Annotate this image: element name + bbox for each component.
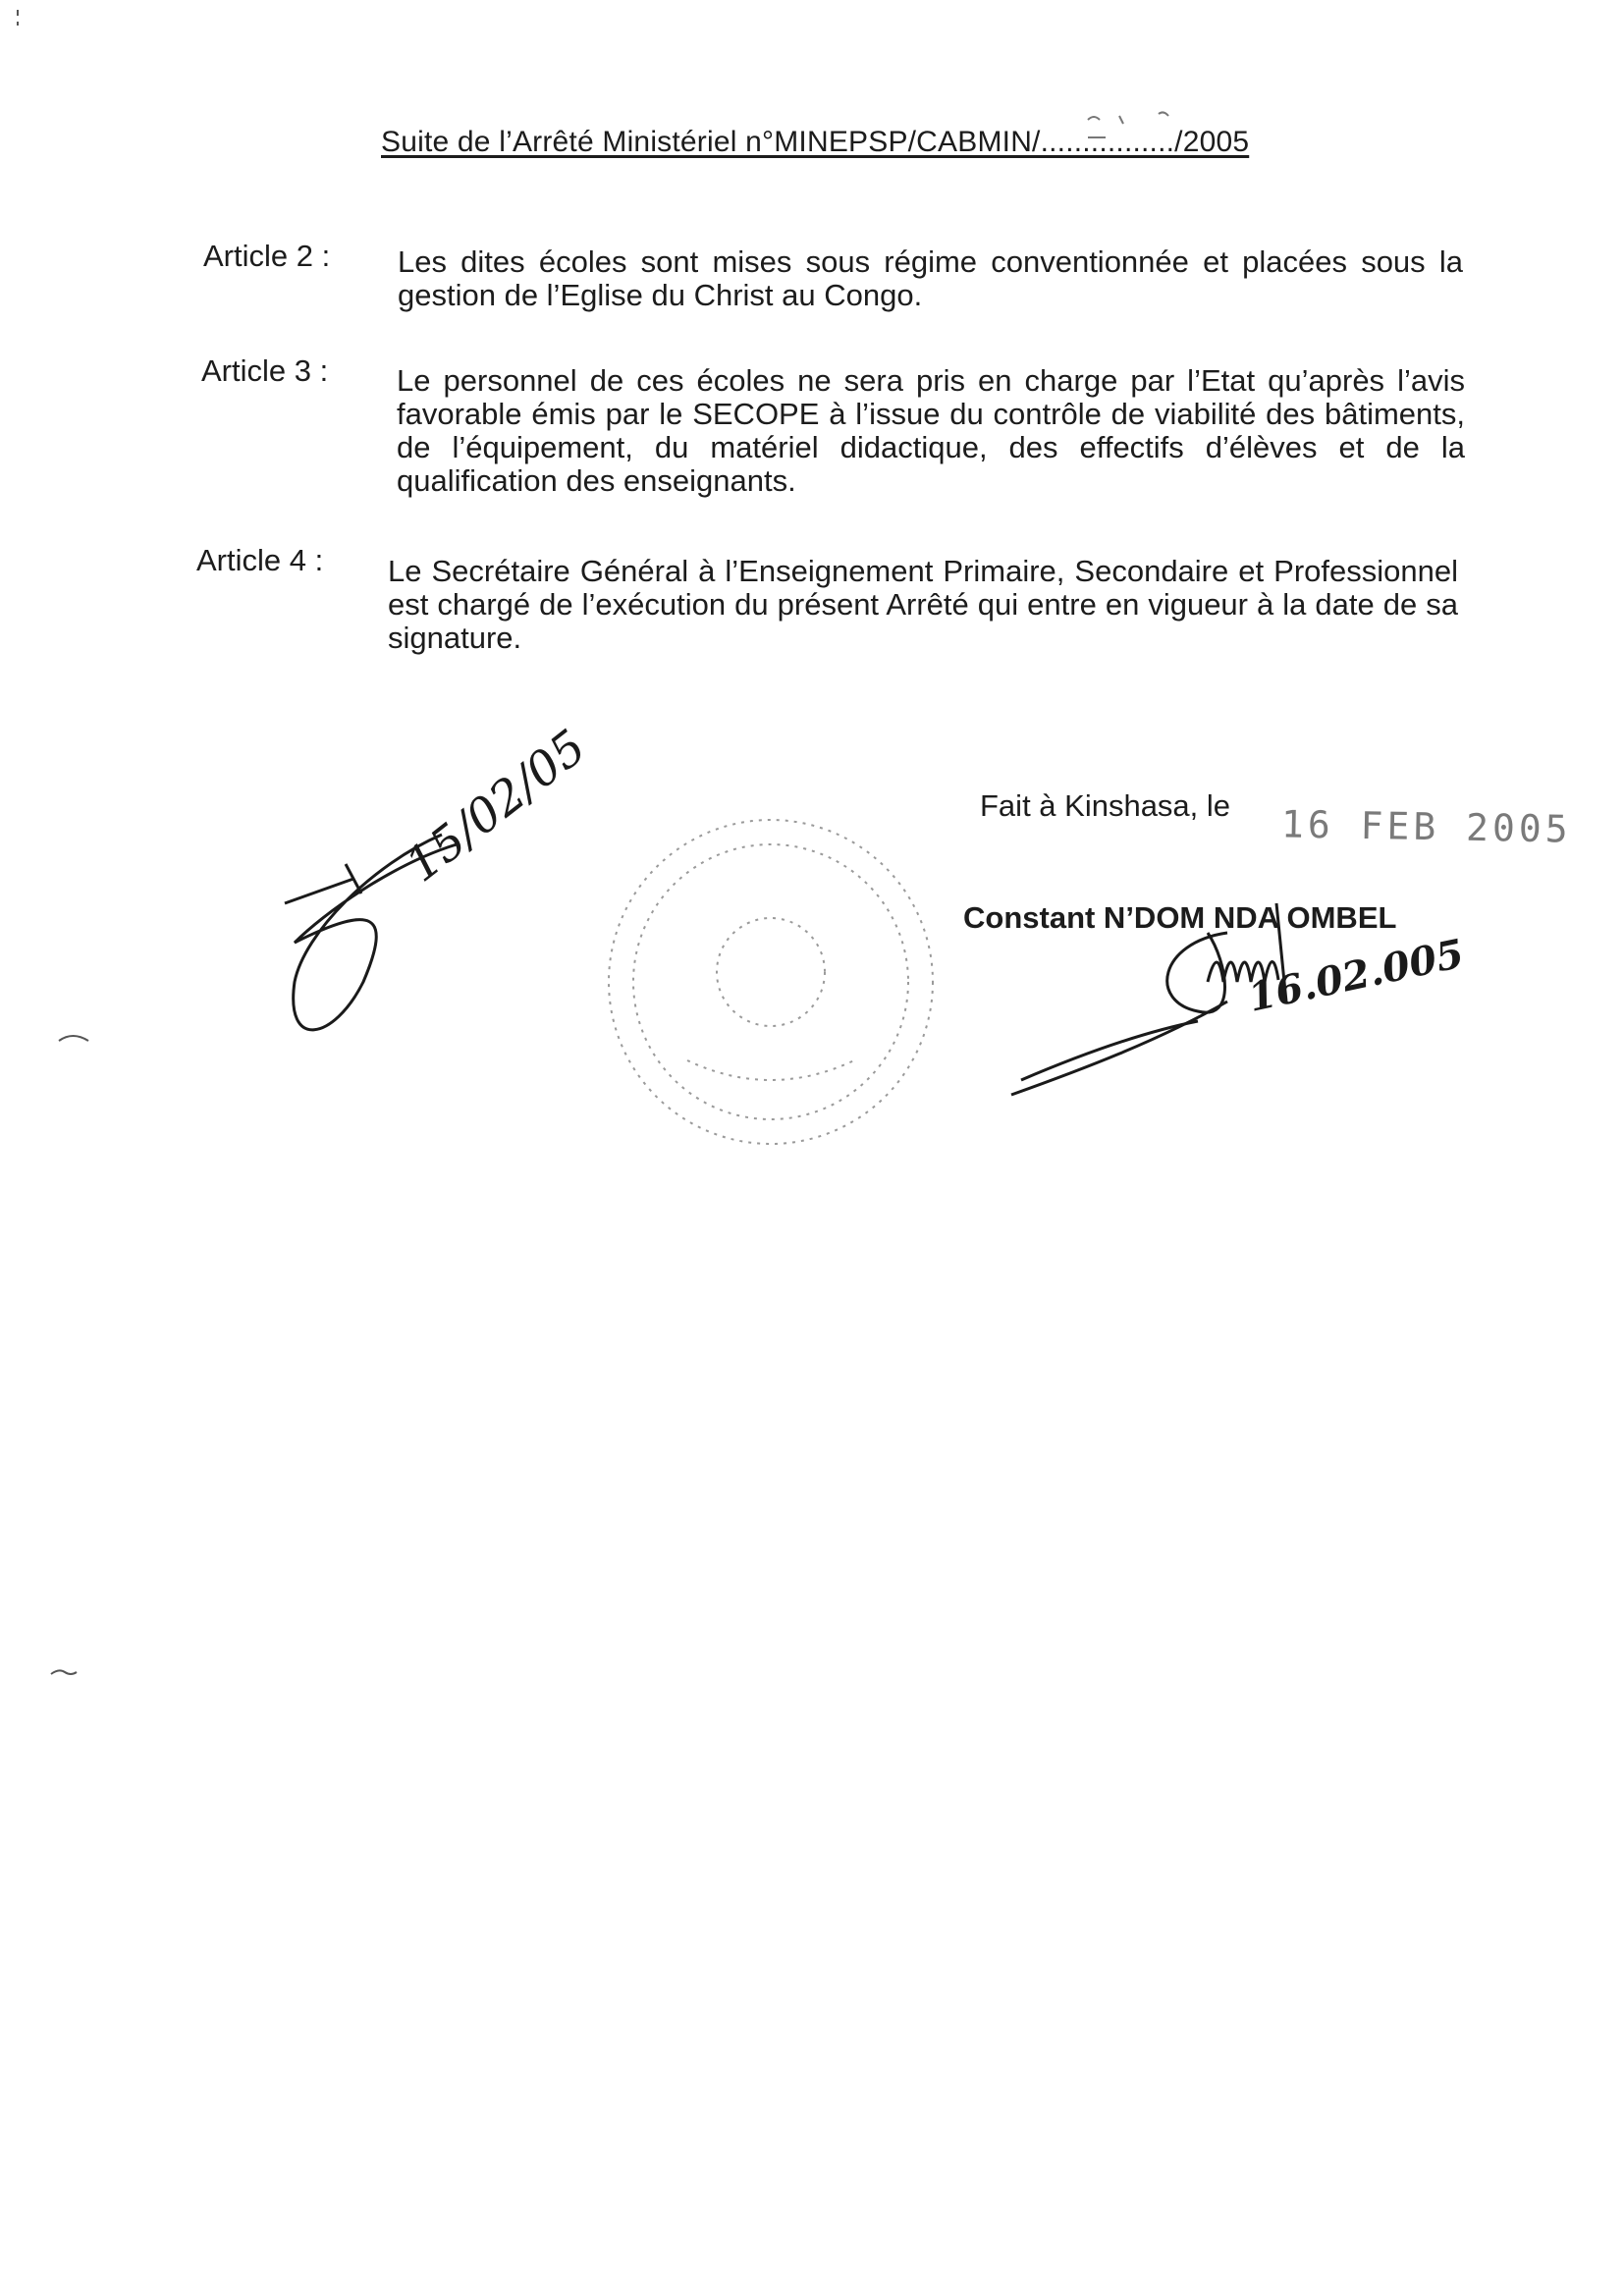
article-2-label: Article 2 : — [203, 239, 331, 273]
signatory-name: Constant N’DOM NDA OMBEL — [963, 900, 1397, 935]
decree-reference: Suite de l’Arrêté Ministériel n°MINEPSP/CABMIN/................/2005 — [381, 126, 1250, 158]
margin-mark — [18, 10, 88, 1674]
article-4-text: Le Secrétaire Général à l’Enseignement Primaire, Secondaire et Professionnel est chargé de l’exécution du présent Arrêté qui entre en vigueur à la date de sa signature. — [388, 554, 1458, 655]
article-2-text: Les dites écoles sont mises sous régime conventionnée et placées sous la gestion de l’Eglise du Christ au Congo. — [398, 244, 1463, 312]
official-seal — [609, 820, 933, 1144]
article-4-label: Article 4 : — [196, 543, 324, 577]
article-3-text: Le personnel de ces écoles ne sera pris en charge par l’Etat qu’après l’avis favorable émis par le SECOPE à l’issue du contrôle de viabilité des bâtiments, de l’équipement, du matériel didactique, des effectifs d’élèves et de la qualification des enseignants. — [397, 363, 1465, 498]
scribble-mark — [1088, 112, 1168, 137]
date-stamp: 16 FEB 2005 — [1280, 802, 1573, 851]
place-and-date-line: Fait à Kinshasa, le — [980, 788, 1231, 823]
signature-date: 16.02.005 — [1244, 930, 1468, 1021]
article-3-label: Article 3 : — [201, 353, 329, 388]
initials-date: 15/02/05 — [395, 719, 597, 894]
minister-signature — [1011, 903, 1286, 1095]
